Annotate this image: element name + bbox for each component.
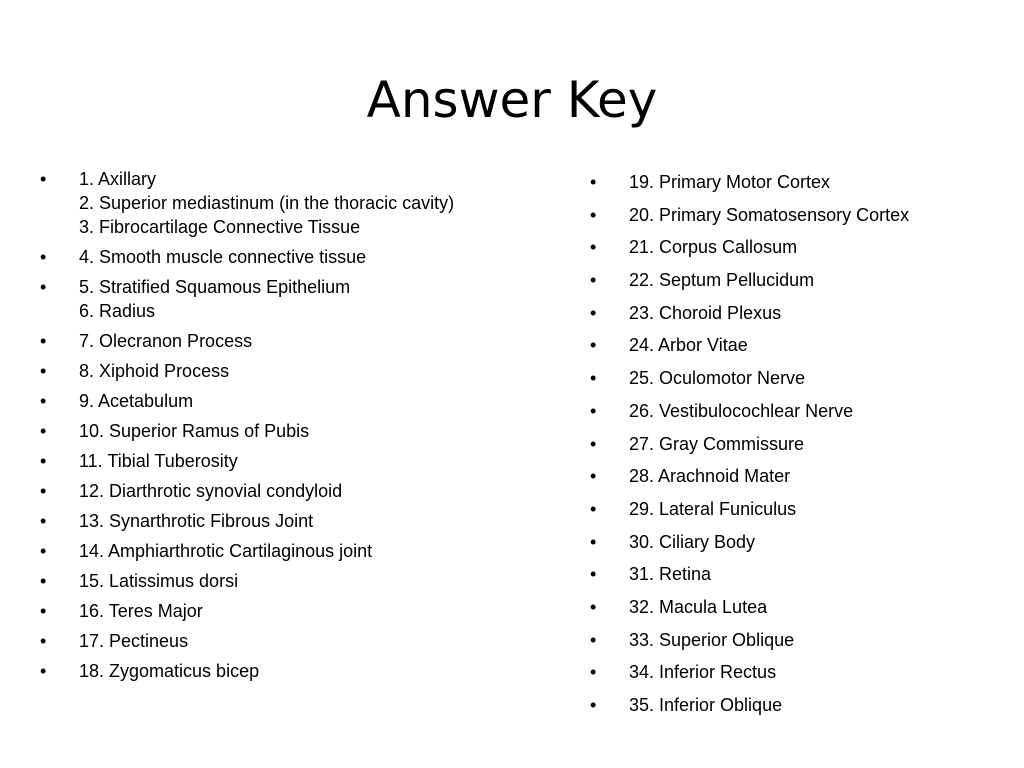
answer-text: 23. Choroid Plexus (629, 302, 782, 323)
answer-text: 17. Pectineus (79, 631, 189, 651)
bullet-icon: • (590, 172, 597, 192)
answer-list-item (590, 660, 990, 684)
answer-text: 27. Gray Commissure (629, 433, 805, 454)
answer-list-item (590, 530, 990, 554)
answer-list-item (40, 479, 480, 503)
bullet-icon: • (40, 541, 47, 561)
answer-list-item (590, 203, 990, 227)
bullet-icon: • (590, 302, 597, 323)
answer-list-item (40, 419, 480, 443)
bullet-icon: • (40, 277, 47, 297)
answer-list-item (590, 235, 990, 259)
bullet-icon: • (40, 331, 47, 351)
bullet-icon: • (40, 169, 47, 189)
answer-text: 7. Olecranon Process (79, 331, 253, 351)
answer-text: 25. Oculomotor Nerve (629, 368, 806, 389)
bullet-icon: • (590, 335, 597, 356)
answer-text: 35. Inferior Oblique (629, 695, 783, 715)
answer-text: 26. Vestibulocochlear Nerve (629, 400, 854, 421)
answer-text: 20. Primary Somatosensory Cortex (629, 204, 910, 225)
answer-list-item (40, 389, 480, 413)
answer-text: 10. Superior Ramus of Pubis (79, 421, 310, 441)
bullet-icon: • (590, 368, 597, 389)
bullet-icon: • (590, 466, 597, 487)
answer-list-item (40, 167, 480, 239)
answer-list-item (590, 693, 990, 717)
answer-text: 2. Superior mediastinum (in the thoracic cavity) (79, 193, 455, 213)
answer-list-item (40, 275, 480, 323)
answer-list-item (590, 497, 990, 521)
answer-list-item (590, 366, 990, 390)
answer-list-item (40, 509, 480, 533)
answer-text: 14. Amphiarthrotic Cartilaginous joint (79, 541, 373, 561)
bullet-icon: • (590, 237, 597, 258)
answer-list-item (590, 628, 990, 652)
answer-text: 13. Synarthrotic Fibrous Joint (79, 511, 314, 531)
answer-list-item (40, 449, 480, 473)
bullet-icon: • (590, 400, 597, 421)
bullet-icon: • (40, 421, 47, 441)
bullet-icon: • (590, 204, 597, 225)
bullet-icon: • (40, 571, 47, 591)
bullet-icon: • (40, 661, 47, 681)
bullet-icon: • (590, 531, 597, 552)
answer-list-item (40, 359, 480, 383)
answer-list-right (590, 170, 990, 726)
answer-list-item (590, 399, 990, 423)
answer-text: 21. Corpus Callosum (629, 237, 798, 258)
bullet-icon: • (590, 596, 597, 617)
answer-text: 19. Primary Motor Cortex (629, 172, 831, 192)
answer-list-left (40, 167, 480, 689)
answer-list-item (590, 562, 990, 586)
answer-text: 34. Inferior Rectus (629, 662, 777, 683)
answer-text: 15. Latissimus dorsi (79, 571, 239, 591)
answer-text: 22. Septum Pellucidum (629, 270, 815, 291)
answer-list-item (40, 539, 480, 563)
answer-text: 11. Tibial Tuberosity (79, 451, 238, 471)
answer-list-item (590, 432, 990, 456)
bullet-icon: • (590, 564, 597, 585)
bullet-icon: • (590, 270, 597, 291)
answer-text: 29. Lateral Funiculus (629, 498, 797, 519)
answer-list-item (590, 464, 990, 488)
bullet-icon: • (40, 601, 47, 621)
answer-list-item (40, 629, 480, 653)
answer-list-item (590, 170, 990, 194)
answer-text: 8. Xiphoid Process (79, 361, 230, 381)
answer-text: 3. Fibrocartilage Connective Tissue (79, 217, 361, 237)
answer-text: 4. Smooth muscle connective tissue (79, 247, 367, 267)
answer-text: 30. Ciliary Body (629, 531, 756, 552)
answer-list-item (590, 595, 990, 619)
answer-text: 33. Superior Oblique (629, 629, 795, 650)
answer-list-item (590, 301, 990, 325)
answer-text: 31. Retina (629, 564, 712, 585)
bullet-icon: • (590, 433, 597, 454)
answer-text: 1. Axillary (79, 169, 157, 189)
bullet-icon: • (40, 511, 47, 531)
page-title: Answer Key (366, 70, 658, 129)
bullet-icon: • (40, 451, 47, 471)
bullet-icon: • (40, 361, 47, 381)
bullet-icon: • (590, 662, 597, 683)
answer-list-item (40, 245, 480, 269)
answer-text: 6. Radius (79, 301, 156, 321)
answer-list-item (40, 659, 480, 683)
answer-list-item (40, 569, 480, 593)
bullet-icon: • (40, 481, 47, 501)
bullet-icon: • (40, 391, 47, 411)
answer-text: 9. Acetabulum (79, 391, 194, 411)
answer-list-item (40, 599, 480, 623)
answer-list-item (590, 333, 990, 357)
bullet-icon: • (40, 247, 47, 267)
bullet-icon: • (590, 498, 597, 519)
answer-text: 18. Zygomaticus bicep (79, 661, 260, 681)
answer-text: 28. Arachnoid Mater (629, 466, 791, 487)
answer-text: 12. Diarthrotic synovial condyloid (79, 481, 343, 501)
bullet-icon: • (590, 695, 597, 715)
answer-list-item (40, 329, 480, 353)
bullet-icon: • (590, 629, 597, 650)
bullet-icon: • (40, 631, 47, 651)
answer-list-item (590, 268, 990, 292)
answer-text: 16. Teres Major (79, 601, 203, 621)
answer-text: 32. Macula Lutea (629, 596, 768, 617)
answer-text: 24. Arbor Vitae (629, 335, 748, 356)
answer-text: 5. Stratified Squamous Epithelium (79, 277, 351, 297)
